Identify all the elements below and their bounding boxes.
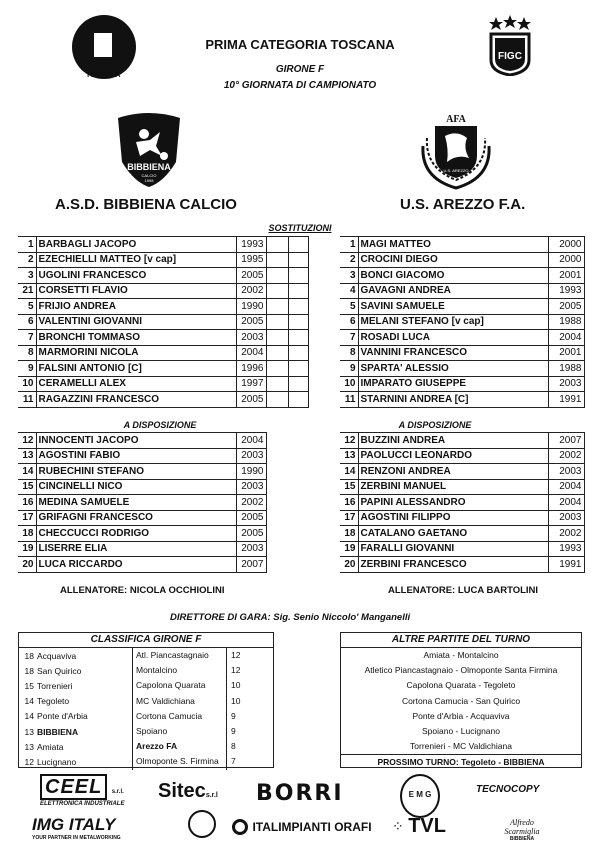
player-name: INNOCENTI JACOPO	[36, 433, 236, 449]
player-name: ZERBINI MANUEL	[358, 479, 548, 495]
player-number: 6	[18, 314, 36, 330]
standings-title: CLASSIFICA GIRONE F	[19, 633, 273, 648]
standings-team: Spoiano	[132, 724, 226, 739]
player-number: 19	[18, 541, 36, 557]
sponsor-tvl-name: TVL	[408, 815, 446, 837]
sponsor-ceel-sub: ELETTRONICA INDUSTRIALE	[40, 801, 125, 807]
sponsor-signature-name: Alfredo Scarmiglia	[504, 818, 540, 836]
substitution-cell	[288, 376, 308, 392]
player-name: MAGI MATTEO	[358, 237, 548, 253]
sponsor-signature-sub: BIBBIENA	[509, 836, 535, 842]
player-number: 5	[18, 299, 36, 315]
player-year: 1996	[236, 361, 266, 377]
player-number: 8	[18, 345, 36, 361]
player-row	[340, 510, 584, 526]
player-year: 2004	[548, 479, 584, 495]
sponsor-ceel-srl: s.r.l.	[111, 789, 124, 795]
player-row	[340, 541, 584, 557]
standings-points: 12	[226, 648, 256, 663]
standings-row	[19, 739, 273, 754]
player-name: MELANI STEFANO [v cap]	[358, 314, 548, 330]
standings-team: Arezzo FA	[132, 739, 226, 754]
sponsor-sitec-srl: s.r.l	[205, 792, 218, 799]
standings-row	[19, 678, 273, 693]
player-year: 2003	[236, 330, 266, 346]
player-year: 2001	[548, 268, 584, 284]
arezzo-logo-sub: U.S. AREZZO	[443, 168, 469, 173]
standings-points: 13	[24, 726, 34, 737]
player-row	[18, 479, 266, 495]
sponsor-ceel	[40, 776, 130, 807]
player-name: SPARTA' ALESSIO	[358, 361, 548, 377]
player-number: 20	[340, 557, 358, 573]
player-year: 2004	[236, 433, 266, 449]
sponsor-sitec	[158, 780, 218, 803]
page-title: PRIMA CATEGORIA TOSCANA	[205, 37, 395, 52]
player-row	[18, 510, 266, 526]
match-row: Amiata - Montalcino	[423, 650, 499, 660]
toscana-logo	[72, 15, 136, 79]
italimpianti-icon	[232, 819, 248, 835]
player-name: VALENTINI GIOVANNI	[36, 314, 236, 330]
player-year: 2005	[236, 392, 266, 408]
player-number: 7	[18, 330, 36, 346]
player-year: 2000	[548, 237, 584, 253]
player-row	[18, 361, 308, 377]
player-number: 11	[340, 392, 358, 408]
bibbiena-logo-sub: CALCIO	[141, 173, 157, 178]
player-year: 2003	[236, 479, 266, 495]
player-row	[18, 283, 308, 299]
player-row	[18, 314, 308, 330]
player-row	[340, 557, 584, 573]
standings-team: BIBBIENA	[37, 726, 79, 737]
sponsor-tecnocopy: TECNOCOPY	[476, 784, 540, 795]
player-number: 19	[340, 541, 358, 557]
player-name: BUZZINI ANDREA	[358, 433, 548, 449]
player-row	[340, 376, 584, 392]
substitution-cell	[266, 330, 288, 346]
player-row	[340, 361, 584, 377]
player-row	[340, 479, 584, 495]
player-name: CATALANO GAETANO	[358, 526, 548, 542]
player-row	[18, 557, 266, 573]
player-year: 2003	[236, 541, 266, 557]
standings-points: 12	[24, 756, 34, 767]
away-starters-table	[340, 236, 585, 408]
standings-box	[18, 632, 274, 768]
player-year: 2000	[548, 252, 584, 268]
player-name: BRONCHI TOMMASO	[36, 330, 236, 346]
player-row	[18, 526, 266, 542]
player-number: 14	[18, 464, 36, 480]
player-year: 1988	[548, 361, 584, 377]
player-name: MARMORINI NICOLA	[36, 345, 236, 361]
player-row	[18, 495, 266, 511]
player-year: 2005	[236, 526, 266, 542]
standings-team: Montalcino	[132, 663, 226, 678]
player-row	[340, 345, 584, 361]
standings-row	[19, 663, 273, 678]
player-row	[340, 433, 584, 449]
giornata-label: 10° GIORNATA DI CAMPIONATO	[223, 80, 377, 91]
standings-points: 9	[226, 709, 256, 724]
player-name: RENZONI ANDREA	[358, 464, 548, 480]
player-row	[340, 314, 584, 330]
player-number: 10	[340, 376, 358, 392]
player-name: PAPINI ALESSANDRO	[358, 495, 548, 511]
standings-team: Atl. Piancastagnaio	[132, 648, 226, 663]
player-number: 3	[340, 268, 358, 284]
standings-team: Ponte d'Arbia	[37, 711, 88, 722]
standings-team: Lucignano	[37, 756, 77, 767]
home-bench-label: A DISPOSIZIONE	[123, 420, 197, 430]
player-name: STARNINI ANDREA [C]	[358, 392, 548, 408]
player-year: 2003	[548, 510, 584, 526]
player-name: UGOLINI FRANCESCO	[36, 268, 236, 284]
player-number: 6	[340, 314, 358, 330]
player-number: 11	[18, 392, 36, 408]
sponsor-round-logo	[188, 810, 216, 838]
standings-points: 10	[226, 678, 256, 693]
standings-team: Acquaviva	[37, 650, 77, 661]
player-year: 2003	[236, 448, 266, 464]
standings-points: 8	[226, 739, 256, 754]
player-row	[340, 464, 584, 480]
standings-team: MC Valdichiana	[132, 694, 226, 709]
player-number: 9	[18, 361, 36, 377]
player-name: CORSETTI FLAVIO	[36, 283, 236, 299]
player-row	[340, 526, 584, 542]
player-row	[340, 448, 584, 464]
player-name: FALSINI ANTONIO [C]	[36, 361, 236, 377]
player-year: 1990	[236, 464, 266, 480]
player-row	[18, 268, 308, 284]
standings-team: Tegoleto	[37, 696, 70, 707]
substitution-cell	[266, 314, 288, 330]
player-name: EZECHIELLI MATTEO [v cap]	[36, 252, 236, 268]
away-bench-label: A DISPOSIZIONE	[398, 420, 472, 430]
substitution-cell	[266, 361, 288, 377]
standings-row	[19, 694, 273, 709]
sponsor-italimpianti-name: ITALIMPIANTI ORAFI	[252, 819, 372, 834]
substitution-cell	[266, 252, 288, 268]
player-number: 13	[18, 448, 36, 464]
sponsor-img-name: IMG ITALY	[32, 815, 116, 834]
standings-row	[19, 754, 273, 769]
sponsor-borri: BORRI	[256, 781, 344, 806]
sponsor-img	[32, 815, 121, 841]
player-row	[18, 252, 308, 268]
standings-team: Olmoponte S. Firmina	[132, 754, 226, 769]
standings-team: Capolona Quarata	[132, 678, 226, 693]
player-name: LUCA RICCARDO	[36, 557, 236, 573]
sponsor-img-sub: YOUR PARTNER IN METALWORKING	[32, 835, 121, 841]
player-number: 7	[340, 330, 358, 346]
player-year: 2005	[236, 314, 266, 330]
player-name: IMPARATO GIUSEPPE	[358, 376, 548, 392]
player-number: 20	[18, 557, 36, 573]
match-row: Atletico Piancastagnaio - Olmoponte Santa Firmina	[364, 665, 558, 676]
standings-team: Amiata	[37, 741, 64, 752]
arezzo-logo	[417, 108, 495, 192]
substitution-cell	[288, 345, 308, 361]
player-name: RUBECHINI STEFANO	[36, 464, 236, 480]
sponsor-signature	[492, 818, 552, 842]
standings-points: 18	[24, 665, 34, 676]
bibbiena-logo	[116, 112, 182, 188]
player-number: 2	[340, 252, 358, 268]
player-year: 2005	[548, 299, 584, 315]
substitution-cell	[266, 268, 288, 284]
substitution-cell	[288, 361, 308, 377]
player-year: 1993	[548, 541, 584, 557]
player-row	[18, 433, 266, 449]
match-row: Torrenieri - MC Valdichiana	[410, 741, 512, 752]
player-name: BONCI GIACOMO	[358, 268, 548, 284]
standings-points: 12	[226, 663, 256, 678]
sponsor-ceel-name: CEEL	[40, 774, 107, 800]
player-row	[18, 464, 266, 480]
player-name: LISERRE ELIA	[36, 541, 236, 557]
player-name: ROSADI LUCA	[358, 330, 548, 346]
girone-label: GIRONE F	[275, 64, 325, 75]
substitution-cell	[266, 345, 288, 361]
player-name: FARALLI GIOVANNI	[358, 541, 548, 557]
substitution-cell	[288, 314, 308, 330]
player-number: 14	[340, 464, 358, 480]
substitution-cell	[266, 376, 288, 392]
player-year: 2005	[236, 510, 266, 526]
player-row	[340, 392, 584, 408]
player-name: CERAMELLI ALEX	[36, 376, 236, 392]
player-year: 2005	[236, 268, 266, 284]
player-name: AGOSTINI FABIO	[36, 448, 236, 464]
standings-team: San Quirico	[37, 665, 82, 676]
sponsor-tvl	[392, 815, 446, 838]
player-number: 15	[18, 479, 36, 495]
home-starters-table	[18, 236, 309, 408]
away-bench-table	[340, 432, 585, 573]
home-bench-table	[18, 432, 267, 573]
player-name: CHECCUCCI RODRIGO	[36, 526, 236, 542]
substitution-cell	[266, 237, 288, 253]
standings-points: 14	[24, 711, 34, 722]
standings-row	[19, 709, 273, 724]
standings-row	[19, 724, 273, 739]
player-number: 13	[340, 448, 358, 464]
player-number: 15	[340, 479, 358, 495]
player-year: 1991	[548, 557, 584, 573]
player-name: GRIFAGNI FRANCESCO	[36, 510, 236, 526]
player-row	[18, 299, 308, 315]
player-number: 17	[18, 510, 36, 526]
match-row: Ponte d'Arbia - Acquaviva	[412, 710, 510, 721]
player-number: 1	[340, 237, 358, 253]
substitution-cell	[288, 268, 308, 284]
player-row	[340, 495, 584, 511]
player-name: GAVAGNI ANDREA	[358, 283, 548, 299]
player-number: 2	[18, 252, 36, 268]
player-year: 2001	[548, 345, 584, 361]
player-row	[340, 299, 584, 315]
other-matches-box	[340, 632, 582, 768]
player-number: 17	[340, 510, 358, 526]
player-year: 2007	[548, 433, 584, 449]
player-row	[340, 237, 584, 253]
player-year: 2007	[236, 557, 266, 573]
player-year: 2002	[236, 495, 266, 511]
player-year: 1991	[548, 392, 584, 408]
player-number: 16	[18, 495, 36, 511]
standings-points: 13	[24, 741, 34, 752]
match-row: Spoiano - Lucignano	[422, 725, 500, 736]
player-row	[18, 345, 308, 361]
bibbiena-logo-text: BIBBIENA	[127, 162, 171, 172]
sponsor-italimpianti	[232, 818, 372, 836]
substitution-cell	[288, 252, 308, 268]
standings-team: Torrenieri	[37, 680, 73, 691]
player-year: 1993	[236, 237, 266, 253]
player-row	[18, 330, 308, 346]
player-number: 5	[340, 299, 358, 315]
player-number: 1	[18, 237, 36, 253]
player-name: VANNINI FRANCESCO	[358, 345, 548, 361]
player-row	[340, 330, 584, 346]
substitution-cell	[288, 392, 308, 408]
other-matches-title: ALTRE PARTITE DEL TURNO	[341, 633, 581, 648]
player-year: 2004	[548, 495, 584, 511]
sponsor-emg: E M G	[400, 774, 440, 818]
player-row	[340, 283, 584, 299]
player-number: 12	[18, 433, 36, 449]
player-number: 4	[340, 283, 358, 299]
away-coach: ALLENATORE: LUCA BARTOLINI	[388, 585, 539, 596]
player-number: 9	[340, 361, 358, 377]
standings-team: Cortona Camucia	[132, 709, 226, 724]
player-name: MEDINA SAMUELE	[36, 495, 236, 511]
standings-points: 15	[24, 680, 34, 691]
player-row	[18, 541, 266, 557]
player-year: 2002	[548, 526, 584, 542]
player-year: 1995	[236, 252, 266, 268]
player-number: 21	[18, 283, 36, 299]
player-year: 2003	[548, 376, 584, 392]
substitution-cell	[288, 299, 308, 315]
player-year: 1990	[236, 299, 266, 315]
standings-row	[19, 648, 273, 663]
substitution-cell	[288, 237, 308, 253]
player-number: 3	[18, 268, 36, 284]
substitution-cell	[266, 392, 288, 408]
player-number: 16	[340, 495, 358, 511]
player-name: CINCINELLI NICO	[36, 479, 236, 495]
player-name: RAGAZZINI FRANCESCO	[36, 392, 236, 408]
substitution-cell	[266, 283, 288, 299]
player-name: CROCINI DIEGO	[358, 252, 548, 268]
player-row	[18, 392, 308, 408]
player-number: 10	[18, 376, 36, 392]
player-row	[18, 376, 308, 392]
player-row	[340, 268, 584, 284]
player-year: 2003	[548, 464, 584, 480]
player-number: 18	[18, 526, 36, 542]
figc-text: FIGC	[498, 51, 522, 62]
bibbiena-logo-year: 1998	[144, 178, 154, 183]
player-row	[340, 252, 584, 268]
substitution-cell	[288, 330, 308, 346]
player-year: 1993	[548, 283, 584, 299]
player-number: 8	[340, 345, 358, 361]
standings-points: 18	[24, 650, 34, 661]
home-coach: ALLENATORE: NICOLA OCCHIOLINI	[60, 585, 225, 596]
arezzo-logo-text: AFA	[446, 114, 466, 125]
player-name: FRIJIO ANDREA	[36, 299, 236, 315]
player-year: 2002	[548, 448, 584, 464]
player-year: 1988	[548, 314, 584, 330]
match-row: Capolona Quarata - Tegoleto	[406, 680, 516, 691]
player-name: BARBAGLI JACOPO	[36, 237, 236, 253]
player-row	[18, 237, 308, 253]
figc-logo	[487, 14, 533, 76]
player-name: AGOSTINI FILIPPO	[358, 510, 548, 526]
sponsor-sitec-name: Sitec	[158, 780, 206, 802]
player-year: 1997	[236, 376, 266, 392]
standings-points: 14	[24, 696, 34, 707]
match-row: Cortona Camucia - San Quirico	[401, 695, 521, 706]
next-round: PROSSIMO TURNO: Tegoleto - BIBBIENA	[341, 754, 581, 769]
player-year: 2004	[548, 330, 584, 346]
player-number: 12	[340, 433, 358, 449]
away-team-name: U.S. AREZZO F.A.	[400, 196, 526, 213]
substitution-cell	[266, 299, 288, 315]
player-name: ZERBINI FRANCESCO	[358, 557, 548, 573]
player-number: 18	[340, 526, 358, 542]
toscana-label: TOSCANA	[86, 72, 121, 79]
tvl-dots-icon: ⁘	[392, 818, 404, 834]
player-year: 2002	[236, 283, 266, 299]
referee: DIRETTORE DI GARA: Sig. Senio Niccolo' Manganelli	[170, 612, 411, 623]
player-row	[18, 448, 266, 464]
sostituzioni-label: SOSTITUZIONI	[268, 223, 332, 233]
player-name: SAVINI SAMUELE	[358, 299, 548, 315]
home-team-name: A.S.D. BIBBIENA CALCIO	[55, 196, 237, 213]
player-year: 2004	[236, 345, 266, 361]
player-name: PAOLUCCI LEONARDO	[358, 448, 548, 464]
substitution-cell	[288, 283, 308, 299]
standings-points: 9	[226, 724, 256, 739]
standings-points: 10	[226, 694, 256, 709]
standings-points: 7	[226, 754, 256, 769]
